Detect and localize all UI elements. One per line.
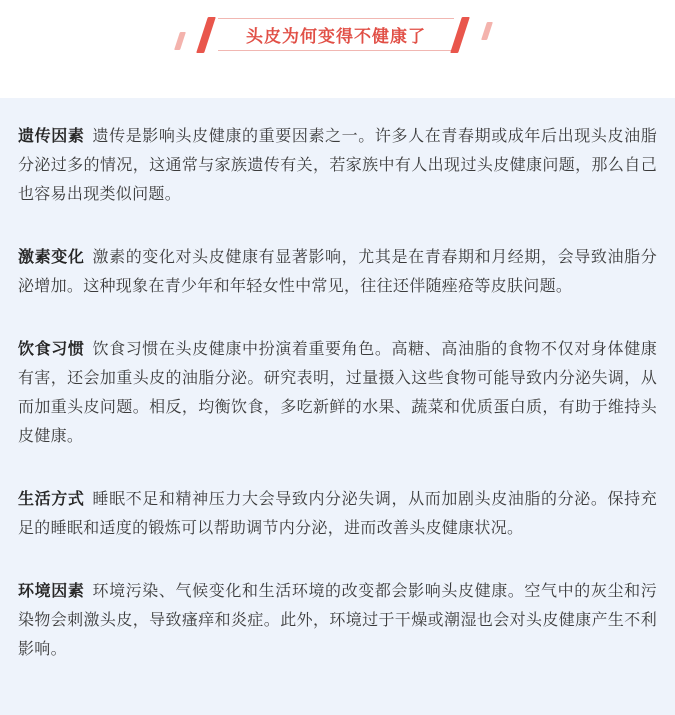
paragraph-text: 环境污染、气候变化和生活环境的改变都会影响头皮健康。空气中的灰尘和污染物会刺激头皮，导致瘙痒和炎症。此外，环境过于干燥或潮湿也会对头皮健康产生不利影响。 (18, 581, 658, 658)
content-panel (0, 98, 675, 715)
paragraph-label: 生活方式 (18, 489, 85, 508)
title-frame (218, 18, 454, 51)
paragraph-environment (18, 576, 657, 663)
paragraph-label: 激素变化 (18, 247, 85, 266)
paragraph-lifestyle (18, 484, 657, 542)
section-header (0, 0, 675, 98)
decorative-stripe-icon (481, 22, 493, 40)
paragraph-text: 睡眠不足和精神压力大会导致内分泌失调，从而加剧头皮油脂的分泌。保持充足的睡眠和适度的锻炼可以帮助调节内分泌，进而改善头皮健康状况。 (18, 489, 658, 537)
paragraph-label: 饮食习惯 (18, 339, 85, 358)
paragraph-text: 激素的变化对头皮健康有显著影响，尤其是在青春期和月经期，会导致油脂分泌增加。这种现象在青少年和年轻女性中常见，往往还伴随痤疮等皮肤问题。 (18, 247, 658, 295)
decorative-stripe-icon (196, 17, 216, 53)
section-title: 头皮为何变得不健康了 (246, 27, 426, 47)
paragraph-label: 遗传因素 (18, 126, 85, 145)
paragraph-text: 饮食习惯在头皮健康中扮演着重要角色。高糖、高油脂的食物不仅对身体健康有害，还会加重头皮的油脂分泌。研究表明，过量摄入这些食物可能导致内分泌失调，从而加重头皮问题。相反，均衡饮食，多吃新鲜的水果、蔬菜和优质蛋白质，有助于维持头皮健康。 (18, 339, 658, 445)
decorative-stripe-icon (174, 32, 186, 50)
paragraph-diet (18, 334, 657, 450)
paragraph-label: 环境因素 (18, 581, 85, 600)
paragraph-text: 遗传是影响头皮健康的重要因素之一。许多人在青春期或成年后出现头皮油脂分泌过多的情况，这通常与家族遗传有关，若家族中有人出现过头皮健康问题，那么自己也容易出现类似问题。 (18, 126, 658, 203)
paragraph-hormones (18, 242, 657, 300)
paragraph-genetics (18, 121, 657, 208)
